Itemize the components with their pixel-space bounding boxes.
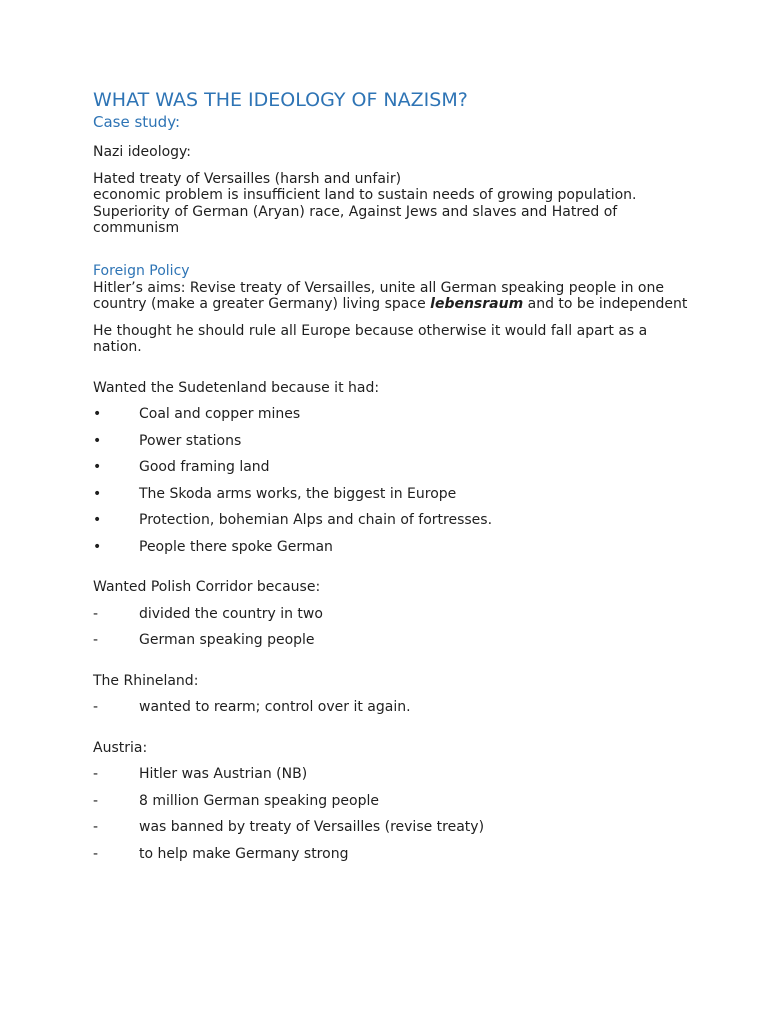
- list-item: [93, 539, 693, 556]
- aims-text-start: Hitler’s aims: Revise treaty of Versailles, unite all German speaking people in one country (make a greater Germany) living space: [93, 279, 664, 312]
- list-item: [93, 766, 693, 783]
- aims-text-end: and to be independent: [523, 296, 688, 312]
- document-page: [93, 88, 693, 872]
- list-item-text: Power stations: [139, 432, 242, 449]
- rhineland-section: [93, 673, 693, 716]
- list-item: [93, 433, 693, 450]
- list-item: [93, 819, 693, 836]
- dash-marker: -: [93, 845, 99, 862]
- sudetenland-section: [93, 380, 693, 556]
- foreign-policy-heading: Foreign Policy: [93, 262, 190, 279]
- dash-marker: -: [93, 766, 99, 782]
- list-item: [93, 699, 693, 716]
- list-item: [93, 486, 693, 503]
- list-item-text: People there spoke German: [139, 538, 333, 555]
- bullet-marker: •: [93, 512, 102, 528]
- spacer: [93, 247, 693, 263]
- list-item: [93, 406, 693, 423]
- spacer: [93, 366, 693, 380]
- austria-heading: Austria:: [93, 739, 148, 756]
- dash-marker: -: [93, 819, 99, 835]
- spacer: [93, 565, 693, 579]
- austria-section: [93, 740, 693, 863]
- rhineland-heading: The Rhineland:: [93, 672, 199, 689]
- list-item-text: Coal and copper mines: [139, 406, 301, 422]
- bullet-marker: •: [93, 485, 102, 502]
- list-item: [93, 512, 693, 529]
- spacer: [93, 659, 693, 673]
- ideology-line-superiority: Superiority of German (Aryan) race, Against Jews and slaves and Hatred of communism: [93, 203, 618, 236]
- dash-marker: -: [93, 792, 99, 809]
- list-item: [93, 632, 693, 649]
- document-subtitle: Case study:: [93, 113, 181, 131]
- list-item-text: The Skoda arms works, the biggest in Europe: [139, 485, 457, 502]
- ideology-line-versailles: Hated treaty of Versailles (harsh and unfair): [93, 170, 402, 187]
- dash-marker: -: [93, 605, 99, 622]
- foreign-policy-section: [93, 263, 693, 356]
- rule-europe-paragraph: He thought he should rule all Europe because otherwise it would fall apart as a nation.: [93, 322, 648, 355]
- list-item-text: Good framing land: [139, 459, 270, 475]
- spacer: [93, 726, 693, 740]
- list-item: [93, 459, 693, 476]
- list-item-text: was banned by treaty of Versailles (revise treaty): [139, 819, 485, 835]
- polish-corridor-section: [93, 579, 693, 649]
- hitlers-aims-paragraph: [93, 280, 693, 313]
- bullet-marker: •: [93, 432, 102, 449]
- bullet-marker: •: [93, 538, 102, 555]
- list-item-text: Protection, bohemian Alps and chain of fortresses.: [139, 512, 493, 528]
- list-item: [93, 793, 693, 810]
- bullet-marker: •: [93, 406, 102, 422]
- list-item-text: wanted to rearm; control over it again.: [139, 699, 411, 715]
- list-item-text: German speaking people: [139, 632, 315, 648]
- list-item: [93, 846, 693, 863]
- list-item-text: 8 million German speaking people: [139, 792, 379, 809]
- lebensraum-term: lebensraum: [430, 296, 524, 312]
- sudetenland-heading: Wanted the Sudetenland because it had:: [93, 379, 380, 396]
- list-item: [93, 606, 693, 623]
- list-item-text: Hitler was Austrian (NB): [139, 766, 308, 782]
- nazi-ideology-section: [93, 144, 693, 237]
- dash-marker: -: [93, 699, 99, 715]
- polish-corridor-heading: Wanted Polish Corridor because:: [93, 579, 321, 595]
- nazi-ideology-heading: Nazi ideology:: [93, 144, 192, 160]
- list-item-text: to help make Germany strong: [139, 845, 349, 862]
- dash-marker: -: [93, 632, 99, 648]
- list-item-text: divided the country in two: [139, 605, 323, 622]
- document-title: WHAT WAS THE IDEOLOGY OF NAZISM?: [93, 89, 468, 111]
- ideology-line-economic: economic problem is insufficient land to sustain needs of growing population.: [93, 187, 637, 203]
- bullet-marker: •: [93, 459, 102, 475]
